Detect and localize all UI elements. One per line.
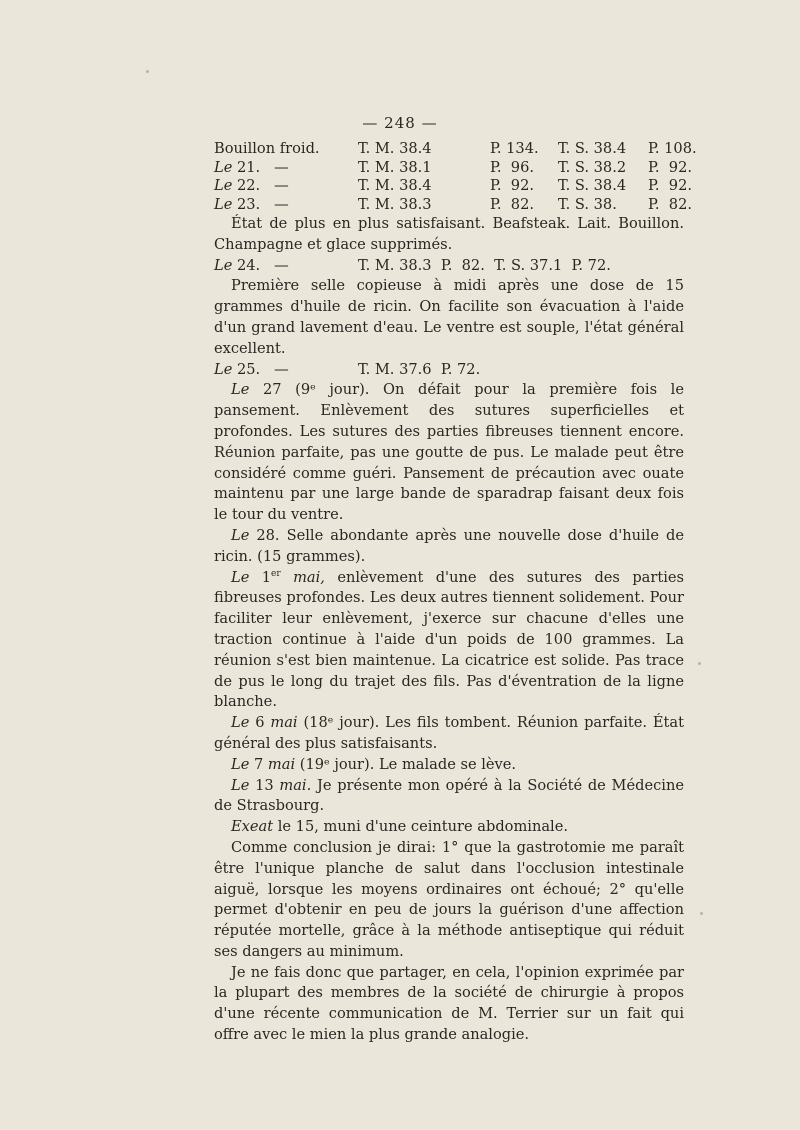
paragraph-conclusion: Comme conclusion je dirai: 1° que la gastrotomie me paraît être l'unique planche de salut dans l'occlusion intestinale aiguë, lorsque les moyens ordinaires ont échoué; 2° qu'elle permet d'obtenir en peu de jours la guérison d'une affection réputée mortelle, grâce à la méthode antiseptique qui réduit ses dangers au minimum. (214, 838, 684, 960)
vitals-table (214, 140, 708, 214)
body-text (214, 214, 684, 1046)
date-prefix: Le (214, 158, 233, 176)
morning-pulse: P. 134. (490, 140, 539, 157)
date-prefix: Le (214, 256, 233, 274)
paragraph-1-mai (214, 568, 684, 714)
vitals-row (214, 177, 708, 196)
vitals-row (214, 159, 708, 178)
vitals-date (214, 159, 358, 178)
date-prefix: Le (231, 568, 250, 586)
paragraph-selle: Première selle copieuse à midi après une dose de 15 grammes d'huile de ricin. On facilite son évacuation à l'aide d'un grand lavement d'eau. Le ventre est souple, l'état général excellent. (214, 277, 684, 357)
evening-temperature: T. S. 38.4 (558, 177, 627, 194)
paragraph-text: (18ᵉ jour). Les fils tombent. Réunion parfaite. État général des plus satisfaisants. (214, 714, 684, 752)
date-prefix: Le (231, 714, 250, 732)
date-number: 1 (249, 568, 272, 586)
paper-speck (146, 70, 149, 73)
vitals-values: T. M. 38.3 P. 82. T. S. 37.1 P. 72. (358, 256, 611, 274)
date-label: 24. — (232, 256, 289, 274)
evening-pulse: P. 92. (648, 177, 692, 194)
ordinal-superscript: er (271, 568, 281, 579)
date-prefix: Le (231, 755, 250, 773)
paragraph-28 (214, 526, 684, 568)
paragraph-7-mai (214, 755, 684, 776)
date-number: 6 (249, 714, 265, 732)
vitals-row (214, 140, 708, 159)
paper-speck (700, 912, 703, 915)
vitals-date (214, 140, 358, 159)
vitals-row (214, 196, 708, 215)
date-label: Bouillon froid. (214, 140, 320, 157)
vitals-date (214, 177, 358, 196)
paragraph-6-mai (214, 713, 684, 755)
paragraph-text: enlèvement d'une des sutures des parties fibreuses profondes. Les deux autres tiennent solidement. Pour faciliter leur enlèvement, j'exerce sur chacune d'elles une traction continue à l'aide d'un poids de 100 grammes. La réunion s'est bien maintenue. La cicatrice est solide. Pas trace de pus le long du trajet des fils. Pas d'éventration de la ligne blanche. (214, 568, 685, 711)
paragraph-text: 28. Selle abondante après une nouvelle dose d'huile de ricin. (15 grammes). (214, 526, 684, 565)
evening-pulse: P. 92. (648, 158, 692, 176)
morning-pulse: P. 96. (490, 158, 534, 176)
exeat-label: Exeat (231, 818, 274, 836)
month-label: mai (263, 755, 296, 773)
evening-temperature: T. S. 38.4 (558, 140, 627, 157)
morning-temperature: T. M. 38.3 (358, 195, 432, 213)
date-prefix: Le (214, 177, 233, 194)
date-prefix: Le (231, 776, 250, 794)
vitals-row-25 (214, 360, 684, 381)
month-label: mai. (273, 776, 312, 794)
paragraph-final: Je ne fais donc que partager, en cela, l'opinion exprimée par la plupart des membres de la société de chirurgie à propos d'une récente communication de M. Terrier sur un fait qui offre avec le mien la plus grande analogie. (214, 963, 684, 1044)
paragraph-27 (214, 380, 684, 526)
vitals-date (214, 196, 358, 215)
page-number: — 248 — (362, 114, 438, 132)
vitals-values: T. M. 37.6 P. 72. (358, 360, 481, 378)
morning-temperature: T. M. 38.4 (358, 140, 432, 157)
month-label: mai, (280, 568, 325, 586)
date-label: 21. — (232, 158, 289, 176)
paragraph-etat: État de plus en plus satisfaisant. Beafsteak. Lait. Bouillon. Champagne et glace supprimés. (214, 215, 684, 253)
date-number: 13 (249, 776, 274, 794)
date-number: 7 (249, 755, 264, 773)
paper-speck (698, 662, 701, 665)
paragraph-exeat (214, 817, 684, 838)
evening-pulse: P. 108. (648, 140, 697, 157)
paragraph-13-mai (214, 776, 684, 818)
date-prefix: Le (214, 360, 233, 378)
vitals-row-24 (214, 256, 684, 277)
paragraph-text: Je présente mon opéré à la Société de Médecine de Strasbourg. (214, 776, 684, 815)
paragraph-text: (19ᵉ jour). Le malade se lève. (295, 755, 517, 773)
paragraph-text: le 15, muni d'une ceinture abdominale. (273, 818, 569, 836)
date-prefix: Le (231, 526, 250, 544)
date-label: 23. — (232, 195, 289, 213)
morning-pulse: P. 82. (490, 195, 534, 213)
morning-pulse: P. 92. (490, 177, 534, 194)
evening-temperature: T. S. 38.2 (558, 158, 627, 176)
evening-pulse: P. 82. (648, 195, 692, 213)
date-label: 25. — (232, 360, 289, 378)
morning-temperature: T. M. 38.1 (358, 158, 432, 176)
morning-temperature: T. M. 38.4 (358, 177, 432, 194)
date-prefix: Le (214, 195, 233, 213)
date-prefix: Le (231, 381, 250, 399)
evening-temperature: T. S. 38. (558, 195, 617, 213)
date-label: 22. — (232, 177, 289, 194)
paragraph-text: 27 (9ᵉ jour). On défait pour la première fois le pansement. Enlèvement des sutures superficielles et profondes. Les sutures des parties fibreuses tiennent encore. Réunion parfaite, pas une goutte de pus. Le malade peut être considéré comme guéri. Pansement de précaution avec ouate maintenu par une large bande de sparadrap faisant deux fois le tour du ventre. (214, 381, 684, 524)
month-label: mai (264, 714, 298, 732)
